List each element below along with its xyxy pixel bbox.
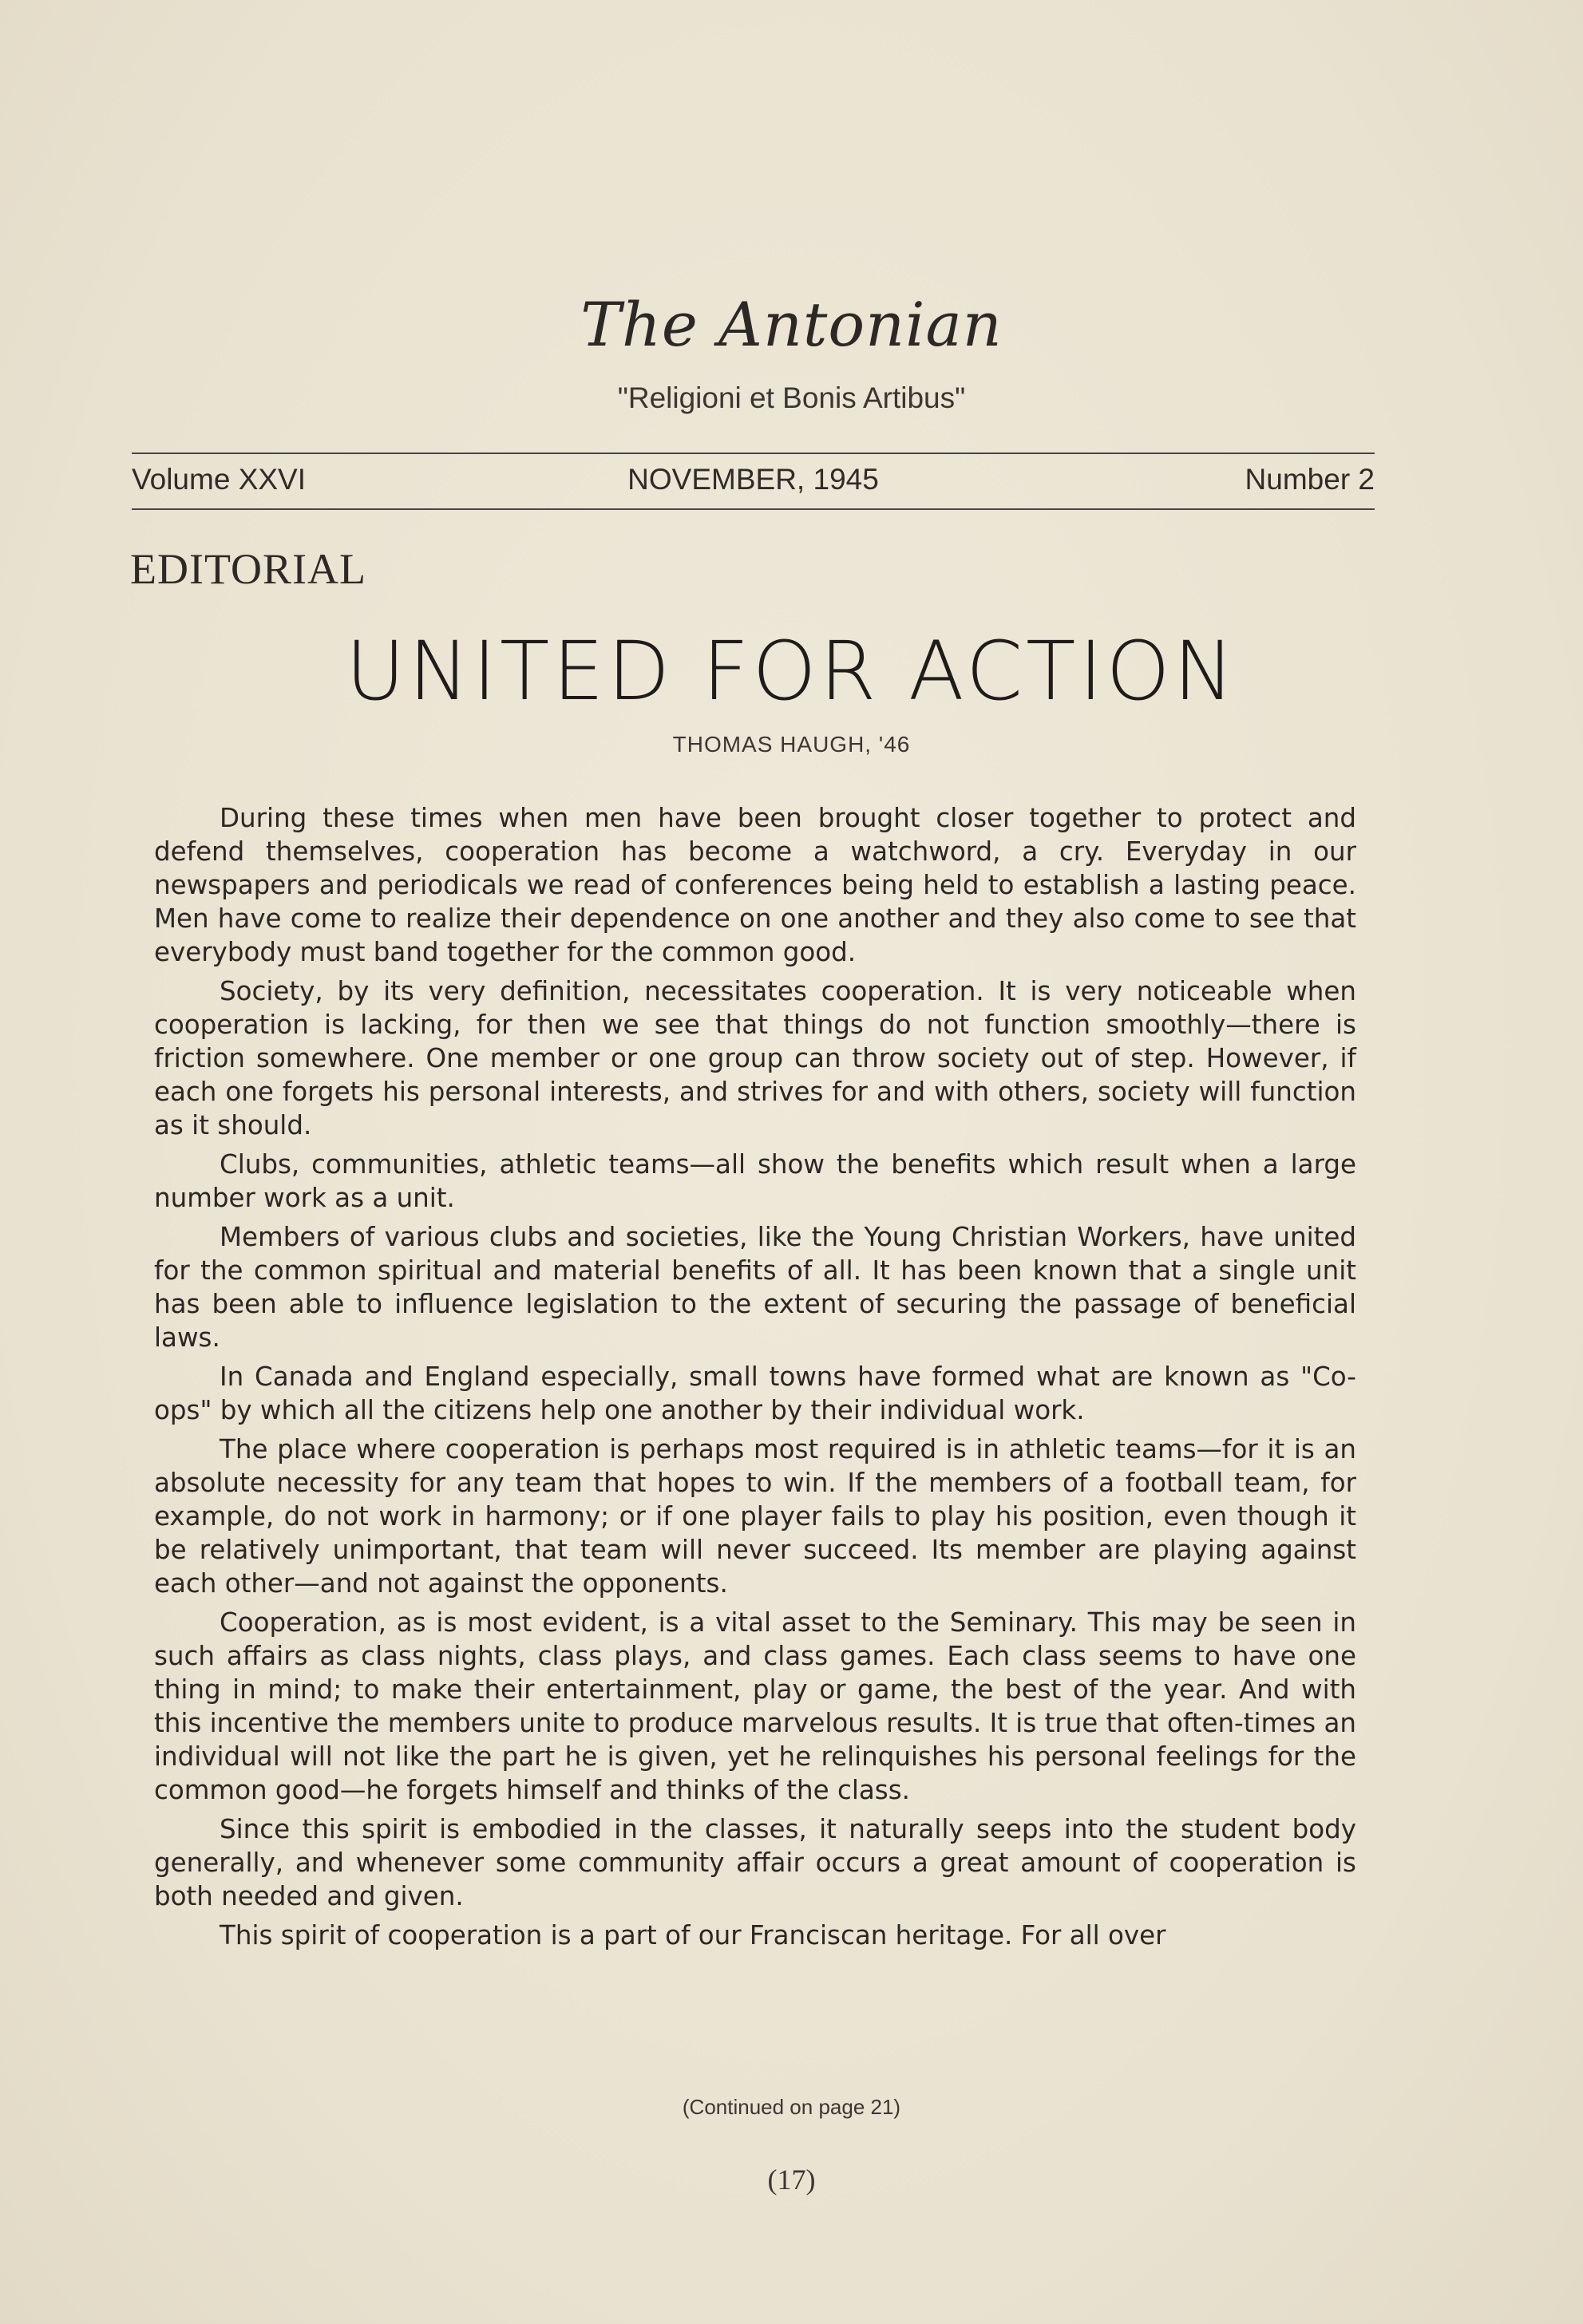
bottom-rule <box>132 508 1375 510</box>
issue-line <box>132 463 1375 501</box>
issue-date: NOVEMBER, 1945 <box>627 463 879 496</box>
paragraph: During these times when men have been brought closer together to protect and defend themselves, cooperation has become a watchword, a cry. Everyday in our newspapers and periodicals we read of conferences being held to establish a lasting peace. Men have come to realize their dependence on one another and they also come to see that everybody must band together for the common good. <box>154 803 1356 967</box>
masthead-motto: "Religioni et Bonis Artibus" <box>617 381 966 414</box>
paragraph: Clubs, communities, athletic teams—all show the benefits which result when a large number work as a unit. <box>154 1149 1356 1213</box>
article-byline: THOMAS HAUGH, '46 <box>672 732 911 757</box>
issue-number: Number 2 <box>1245 463 1375 496</box>
page-number: (17) <box>767 2164 816 2196</box>
paragraph: Cooperation, as is most evident, is a vital asset to the Seminary. This may be seen in such affairs as class nights, class plays, and class games. Each class seems to have one thing in mind; to make their entertainment, play or game, the best of the year. And with this incentive the members unite to produce marvelous results. It is true that often-times an individual will not like the part he is given, yet he relinquishes his personal feelings for the common good—he forgets himself and thinks of the class. <box>154 1607 1356 1805</box>
paragraph: In Canada and England especially, small towns have formed what are known as "Co-ops" by which all the citizens help one another by their individual work. <box>154 1362 1356 1425</box>
article-body <box>154 801 1356 1958</box>
masthead-title: The Antonian <box>580 289 1003 360</box>
paragraph: This spirit of cooperation is a part of our Franciscan heritage. For all over <box>220 1920 1166 1951</box>
section-heading: EDITORIAL <box>130 545 366 593</box>
paragraph: Since this spirit is embodied in the classes, it naturally seeps into the student body generally, and whenever some community affair occurs a great amount of cooperation is both needed and given. <box>154 1814 1356 1911</box>
paragraph: Society, by its very definition, necessitates cooperation. It is very noticeable when cooperation is lacking, for then we see that things do not function smoothly—there is friction somewhere. One member or one group can throw society out of step. However, if each one forgets his personal interests, and strives for and with others, society will function as it should. <box>154 976 1356 1140</box>
top-rule <box>132 453 1375 454</box>
paragraph: The place where cooperation is perhaps most required is in athletic teams—for it is an absolute necessity for any team that hopes to win. If the members of a football team, for example, do not work in harmony; or if one player fails to play his position, even though it be relatively unimportant, that team will never succeed. Its member are playing against each other—and not against the opponents. <box>154 1434 1356 1599</box>
continued-note: (Continued on page 21) <box>682 2095 901 2119</box>
article-headline: UNITED FOR ACTION <box>345 624 1238 719</box>
issue-volume: Volume XXVI <box>132 463 307 496</box>
paragraph: Members of various clubs and societies, like the Young Christian Workers, have united for the common spiritual and material benefits of all. It has been known that a single unit has been able to influence legislation to the extent of securing the passage of beneficial laws. <box>154 1222 1356 1353</box>
